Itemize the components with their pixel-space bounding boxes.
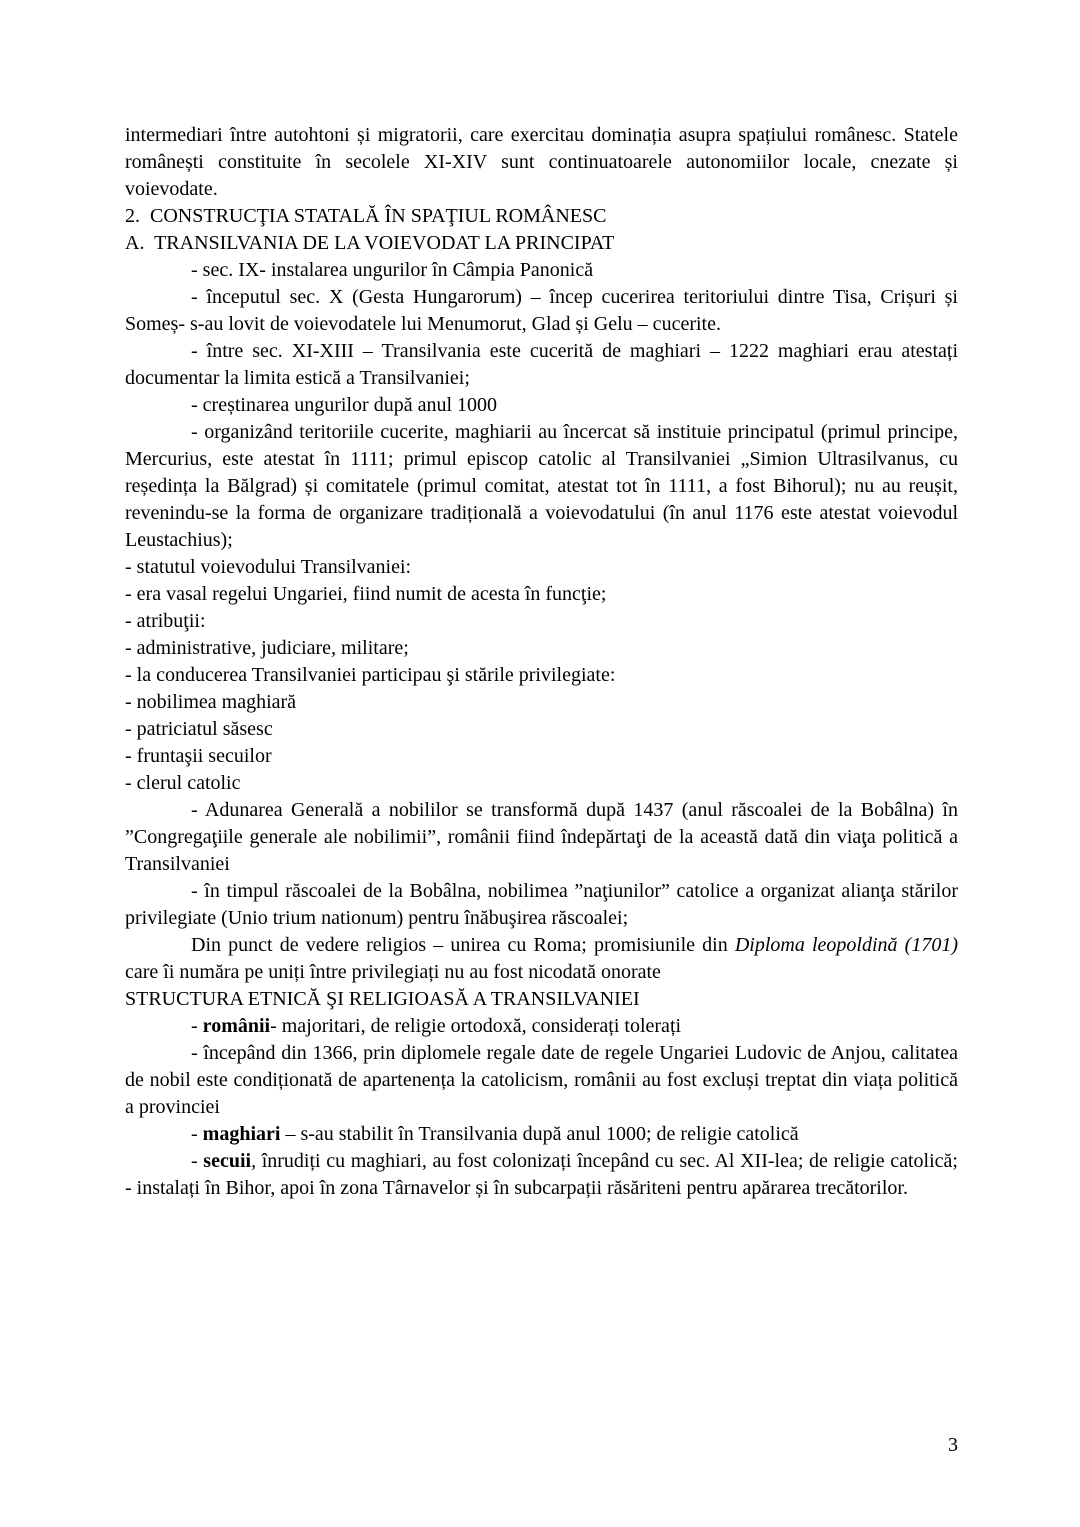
- list-item-atributii: - atribuţii:: [125, 610, 206, 632]
- text-run: - majoritari, de religie ortodoxă, considerați tolerați: [270, 1015, 682, 1037]
- text-run: -: [191, 1015, 203, 1037]
- bold-term-maghiari: maghiari: [202, 1123, 281, 1145]
- list-item-administrative: - administrative, judiciare, militare;: [125, 637, 409, 659]
- list-item-maghiari: [125, 1121, 958, 1148]
- page-number: 3: [948, 1434, 958, 1456]
- text-run: Din punct de vedere religios – unirea cu Roma; promisiunile din: [191, 934, 735, 956]
- list-item-secuii: [125, 1148, 958, 1202]
- list-item-vasal: - era vasal regelui Ungariei, fiind numit de acesta în funcţie;: [125, 583, 607, 605]
- heading-main: 2. CONSTRUCŢIA STATALĂ ÎN SPAŢIUL ROMÂNESC: [125, 205, 607, 227]
- list-item-fruntasi: - fruntaşii secuilor: [125, 745, 272, 767]
- list-item-sec-xi-xiii: - între sec. XI-XIII – Transilvania este cucerită de maghiari – 1222 maghiari erau atestați documentar la limita estică a Transilvaniei;: [125, 340, 958, 389]
- paragraph-intro: intermediari între autohtoni și migratorii, care exercitau dominația asupra spațiului românesc. Statele românești constituite în secolele XI-XIV sunt continuatoarele autonomiilor locale, cnezate și voievodate.: [125, 124, 958, 200]
- text-run: care îi număra pe uniți între privilegiați nu au fost nicodată onorate: [125, 961, 661, 983]
- paragraph-nobility: - începând din 1366, prin diplomele regale date de regele Ungariei Ludovic de Anjou, calitatea de nobil este condiționată de apartenența la catolicism, românii au fost excluși treptat din viața politică a provinciei: [125, 1042, 958, 1118]
- heading-section: A. TRANSILVANIA DE LA VOIEVODAT LA PRINCIPAT: [125, 232, 615, 254]
- list-item-sec-ix: - sec. IX- instalarea ungurilor în Câmpia Panonică: [191, 259, 594, 281]
- text-run: , înrudiți cu maghiari, au fost colonizați începând cu sec. Al XII-lea; de religie catolică; - instalați în Bihor, apoi în zona Târnavelor și în subcarpații răsăriteni pentru apărarea trecătorilor.: [125, 1150, 958, 1199]
- list-item-romanii: [125, 1013, 958, 1040]
- page-content: [125, 122, 958, 1202]
- list-item-cler: - clerul catolic: [125, 772, 241, 794]
- bold-term-secuii: secuii: [203, 1150, 252, 1172]
- list-item-crestinare: - creștinarea ungurilor după anul 1000: [191, 394, 498, 416]
- text-run: -: [191, 1150, 204, 1172]
- text-run: – s-au stabilit în Transilvania după anul 1000; de religie catolică: [280, 1123, 799, 1145]
- list-item-sec-x: - începutul sec. X (Gesta Hungarorum) – încep cucerirea teritoriului dintre Tisa, Crișuri și Someș- s-au lovit de voievodatele lui Menumorut, Glad și Gelu – cucerite.: [125, 286, 958, 335]
- list-item-conducere: - la conducerea Transilvaniei participau şi stările privilegiate:: [125, 664, 616, 686]
- list-item-patriciat: - patriciatul săsesc: [125, 718, 273, 740]
- paragraph-religios: [125, 932, 958, 986]
- paragraph-rascoala: - în timpul răscoalei de la Bobâlna, nobilimea ”naţiunilor” catolice a organizat alianţa stărilor privilegiate (Unio trium nationum) pentru înăbuşirea răscoalei;: [125, 880, 958, 929]
- heading-ethnic: STRUCTURA ETNICĂ ŞI RELIGIOASĂ A TRANSILVANIEI: [125, 988, 640, 1010]
- list-item-statut: - statutul voievodului Transilvaniei:: [125, 556, 412, 578]
- bold-term-romanii: românii: [202, 1015, 271, 1037]
- text-run: -: [191, 1123, 203, 1145]
- paragraph-adunarea: - Adunarea Generală a nobililor se transformă după 1437 (anul răscoalei de la Bobâlna) în ”Congregaţiile generale ale nobilimii”, românii fiind îndepărtaţi de la această dată din viaţa politică a Transilvaniei: [125, 799, 958, 875]
- list-item-organizare: - organizând teritoriile cucerite, maghiarii au încercat să instituie principatul (primul principe, Mercurius, este atestat în 1111; primul episcop catolic al Transilvaniei „Simion Ultrasilvanus, cu reședința la Bălgrad) și comitatele (primul comitat, atestat tot în 1111, a fost Bihorul); nu au reușit, revenindu-se la forma de organizare tradițională a voievodatului (în anul 1176 este atestat voievodul Leustachius);: [125, 421, 958, 551]
- italic-title-diploma: Diploma leopoldină (1701): [734, 934, 958, 956]
- list-item-nobilime: - nobilimea maghiară: [125, 691, 297, 713]
